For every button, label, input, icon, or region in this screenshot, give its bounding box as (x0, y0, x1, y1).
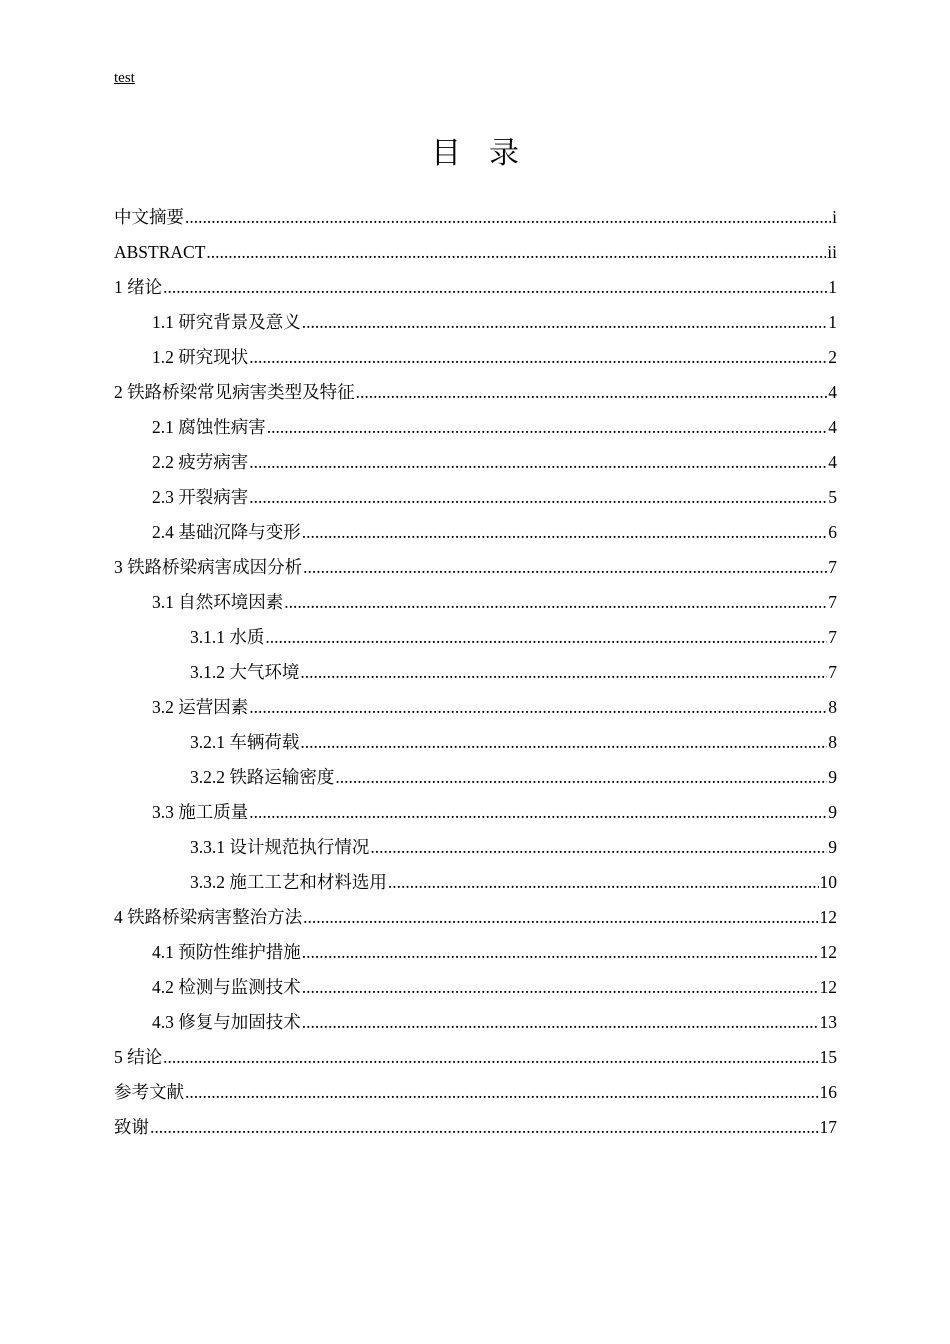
toc-entry-label: 2.4 基础沉降与变形 (152, 522, 301, 542)
toc-entry[interactable] (114, 830, 837, 865)
toc-dot-leader (302, 970, 819, 1005)
toc-entry[interactable] (114, 900, 837, 935)
toc-dot-leader (300, 655, 827, 690)
toc-entry-page-number: 12 (819, 942, 837, 962)
toc-dot-leader (267, 410, 828, 445)
toc-entry-label: 致谢 (114, 1117, 149, 1137)
toc-entry[interactable] (114, 1005, 837, 1040)
toc-entry-page-number: 9 (828, 802, 837, 822)
toc-entry-page-number: 9 (828, 837, 837, 857)
toc-dot-leader (185, 200, 831, 235)
toc-entry[interactable] (114, 970, 837, 1005)
toc-entry-page-number: 7 (828, 592, 837, 612)
toc-dot-leader (303, 900, 818, 935)
toc-entry[interactable] (114, 585, 837, 620)
toc-entry[interactable] (114, 760, 837, 795)
toc-entry-label: 2 铁路桥梁常见病害类型及特征 (114, 382, 355, 402)
toc-dot-leader (302, 305, 828, 340)
toc-entry-page-number: 1 (828, 312, 837, 332)
toc-entry-page-number: 9 (828, 767, 837, 787)
toc-dot-leader (185, 1075, 819, 1110)
toc-dot-leader (388, 865, 819, 900)
toc-entry-page-number: 13 (819, 1012, 837, 1032)
toc-entry[interactable] (114, 445, 837, 480)
toc-entry-page-number: 8 (828, 697, 837, 717)
toc-entry-label: 1.2 研究现状 (152, 347, 249, 367)
toc-entry[interactable] (114, 410, 837, 445)
toc-entry[interactable] (114, 1075, 837, 1110)
header-link[interactable]: test (114, 70, 135, 86)
toc-entry-page-number: 12 (819, 977, 837, 997)
toc-entry-page-number: 7 (828, 662, 837, 682)
toc-entry[interactable] (114, 515, 837, 550)
toc-dot-leader (284, 585, 827, 620)
toc-entry-page-number: 1 (828, 277, 837, 297)
toc-entry-label: 1.1 研究背景及意义 (152, 312, 301, 332)
table-of-contents (114, 200, 837, 1145)
toc-dot-leader (302, 515, 828, 550)
toc-entry[interactable] (114, 725, 837, 760)
toc-entry-label: 2.2 疲劳病害 (152, 452, 249, 472)
toc-dot-leader (150, 1110, 819, 1145)
toc-entry-label: 1 绪论 (114, 277, 163, 297)
toc-dot-leader (163, 270, 827, 305)
toc-entry[interactable] (114, 200, 837, 235)
toc-dot-leader (249, 690, 827, 725)
toc-entry[interactable] (114, 620, 837, 655)
toc-entry-label: 4 铁路桥梁病害整治方法 (114, 907, 303, 927)
toc-entry-page-number: 16 (819, 1082, 837, 1102)
toc-entry-label: 3.1.2 大气环境 (190, 662, 300, 682)
toc-entry-page-number: 5 (828, 487, 837, 507)
toc-entry-label: 3.1 自然环境因素 (152, 592, 284, 612)
toc-entry[interactable] (114, 270, 837, 305)
toc-entry[interactable] (114, 235, 837, 270)
toc-entry-page-number: 4 (828, 417, 837, 437)
toc-entry[interactable] (114, 690, 837, 725)
toc-entry-label: 3 铁路桥梁病害成因分析 (114, 557, 303, 577)
toc-entry[interactable] (114, 655, 837, 690)
toc-entry-label: 3.2.2 铁路运输密度 (190, 767, 335, 787)
toc-entry-label: 2.1 腐蚀性病害 (152, 417, 266, 437)
toc-dot-leader (303, 550, 827, 585)
toc-dot-leader (302, 1005, 819, 1040)
toc-entry-label: 3.2.1 车辆荷载 (190, 732, 300, 752)
toc-entry-label: 3.3 施工质量 (152, 802, 249, 822)
toc-entry-label: 中文摘要 (114, 207, 184, 227)
toc-dot-leader (249, 480, 827, 515)
toc-entry-label: 5 结论 (114, 1047, 163, 1067)
toc-entry[interactable] (114, 865, 837, 900)
toc-dot-leader (163, 1040, 818, 1075)
toc-dot-leader (249, 340, 827, 375)
toc-dot-leader (265, 620, 827, 655)
toc-entry-label: 3.3.1 设计规范执行情况 (190, 837, 370, 857)
toc-entry-page-number: 7 (828, 627, 837, 647)
toc-entry-page-number: 8 (828, 732, 837, 752)
toc-dot-leader (370, 830, 827, 865)
toc-entry-page-number: i (832, 207, 837, 227)
toc-entry-page-number: 10 (819, 872, 837, 892)
toc-dot-leader (356, 375, 828, 410)
toc-entry-label: 4.2 检测与监测技术 (152, 977, 301, 997)
toc-entry-label: 4.3 修复与加固技术 (152, 1012, 301, 1032)
toc-dot-leader (249, 795, 827, 830)
toc-entry-label: 3.1.1 水质 (190, 627, 265, 647)
toc-dot-leader (300, 725, 827, 760)
toc-entry[interactable] (114, 935, 837, 970)
toc-entry-page-number: 17 (819, 1117, 837, 1137)
toc-entry-page-number: ii (827, 242, 837, 262)
toc-entry-label: 3.2 运营因素 (152, 697, 249, 717)
toc-entry[interactable] (114, 550, 837, 585)
toc-entry-page-number: 7 (828, 557, 837, 577)
toc-entry[interactable] (114, 375, 837, 410)
toc-dot-leader (206, 235, 826, 270)
toc-entry[interactable] (114, 480, 837, 515)
toc-entry[interactable] (114, 305, 837, 340)
toc-entry-label: 参考文献 (114, 1082, 184, 1102)
toc-entry[interactable] (114, 795, 837, 830)
toc-entry[interactable] (114, 340, 837, 375)
toc-entry-label: 4.1 预防性维护措施 (152, 942, 301, 962)
toc-dot-leader (249, 445, 827, 480)
toc-entry-page-number: 6 (828, 522, 837, 542)
toc-dot-leader (335, 760, 827, 795)
page-title: 目录 (431, 137, 547, 170)
toc-entry-page-number: 15 (819, 1047, 837, 1067)
toc-dot-leader (302, 935, 819, 970)
toc-entry-page-number: 2 (828, 347, 837, 367)
toc-entry-label: 2.3 开裂病害 (152, 487, 249, 507)
toc-entry[interactable] (114, 1040, 837, 1075)
toc-entry-page-number: 4 (828, 452, 837, 472)
toc-entry-page-number: 4 (828, 382, 837, 402)
toc-entry[interactable] (114, 1110, 837, 1145)
toc-entry-page-number: 12 (819, 907, 837, 927)
toc-entry-label: ABSTRACT (114, 242, 206, 262)
toc-entry-label: 3.3.2 施工工艺和材料选用 (190, 872, 387, 892)
